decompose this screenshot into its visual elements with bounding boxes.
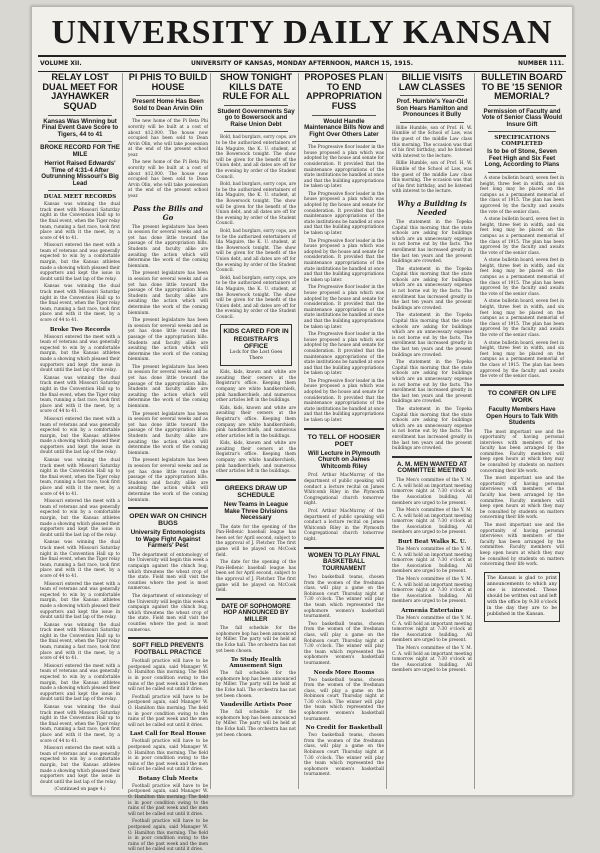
announcement-box	[484, 572, 560, 622]
body-text: Two basketball teams, chosen from the women of the freshman class, will play a game on the Robinson court Thursday night at 7:30 o'clock. The winner will play the team which represented the sophomore women's basketball tournament.	[304, 621, 384, 666]
body-text: Missouri entered the meet with a team of veterans and was generally expected to win by a comfortable margin, but the Kansas athletes made a showing which pleased their supporters and kept the issue in doubt until the last lap of the relay.	[40, 416, 120, 456]
deck-chinch-bugs: University Entomologists to Wage Fight Against Farmers' Pest	[130, 529, 206, 550]
body-text: Kansas was winning the dual track meet with Missouri Saturday night in the Convention Hall up to the final event, when the Tiger relay team, running a fast race, took first place and with it the meet, by a score of 44 to 41.	[40, 202, 120, 241]
column-2	[126, 72, 211, 853]
newspaper-page	[31, 6, 573, 853]
body-text: Missouri entered the meet with a team of veterans and was generally expected to win by a comfortable margin, but the Kansas athletes made a showing which pleased their supporters and kept the issue in doubt until the last lap of the relay.	[40, 581, 120, 621]
deck-bulletin-board: Permission of Faculty and Vote of Senior Class Would Insure Gift	[481, 107, 563, 128]
deck-stone: Is to be of Stone, Seven Feet High and Six Feet Long, According to Plans	[484, 148, 560, 169]
subhead-botany-club: Botany Club Meets	[138, 775, 198, 782]
body-text: The Progressive floor leader in the house proposed a plan which was adopted by the house and senate for consideration. It provided that the maintenance appropriations of the state institutions be handled at once and that the building appropriations be taken up later.	[304, 285, 384, 330]
body-text: The fall schedule for the sophomore hop has been announced by Miller. The party will be held at the Ecke hall. The orchestra has not yet been chosen.	[216, 671, 296, 699]
headline-pi-phis: PI PHIS TO BUILD HOUSE	[128, 72, 208, 92]
deck-billie: Prof. Humble's Year-Old Son Hears Hamilton and Pronounces it Bully	[396, 98, 468, 119]
body-text: Kansas was winning the dual track meet with Missouri Saturday night in the Convention Hall up to the final event, when the Tiger relay team, running a fast race, took first place and with it the meet, by a score of 44 to 41.	[40, 622, 120, 662]
body-text: The Men's committee of the Y. M. C. A. will hold an important meeting tomorrow night at 7:30 o'clock at the Association building. All members are urged to be present.	[392, 478, 472, 506]
body-text: The present legislature has been in session for several weeks and as yet has done little toward the passage of the appropriation bills. Students and faculty alike are awaiting the action which will determine the work of the coming biennium.	[128, 458, 208, 503]
column-5	[390, 73, 475, 789]
body-text: The department of entomology of the University will begin this week a campaign against the chinch bug, which threatens the wheat crop of the state. Field men will visit the counties where the pest is most numerous.	[128, 552, 208, 592]
kids-deck: Lock for the Lost Goes There	[229, 350, 283, 362]
column-3	[214, 73, 299, 789]
deck-show-tonight: Student Governments Say go to Bowersock and Raise Union Debt	[217, 107, 295, 128]
dateline-bar	[38, 55, 566, 72]
subhead-broke-records: Broke Two Records	[49, 326, 111, 333]
body-text: Two basketball teams, chosen from the women of the freshman class, will play a game on the Robinson court Thursday night at 7:30 o'clock. The winner will play the team which represented the sophomore women's basketball tournament.	[304, 677, 384, 722]
body-text: Bold, bad burglars, sorry cops, are to be the authorized entertainers of Ida Maguire, the K. U. student, at the Bowersock tonight. The show will be given for the benefit of the Union debt, and all dates are off for the evening by order of the Student Council.	[216, 275, 296, 320]
body-text: The Men's committee of the Y. M. C. A. will hold an important meeting tomorrow night at 7:30 o'clock at the Association building. All members are urged to be present.	[392, 508, 472, 536]
body-text: Missouri entered the meet with a team of veterans and was generally expected to win by a comfortable margin, but the Kansas athletes made a showing which pleased their supporters and kept the issue in doubt until the last lap of the relay.	[40, 243, 120, 282]
body-text: Football practice will have to be postponed again, said Manager W. O. Hamilton this morning. The field is in poor condition owing to the rains of the past week and the men will not be called out until it dries.	[128, 739, 208, 773]
deck-life-work: Faculty Members Have Open Hours to Talk With Students	[486, 406, 558, 426]
subhead-no-credit: No Credit for Basketball	[305, 725, 383, 732]
headline-billie: BILLIE VISITS LAW CLASSES	[398, 72, 466, 92]
subhead-dual-meet: DUAL MEET RECORDS	[43, 194, 117, 201]
headline-hoosier-poet: TO TELL OF HOOSIER POET	[307, 433, 381, 448]
body-text: Bold, bad burglars, sorry cops, are to be the authorized entertainers of Ida Maguire, the K. U. student, at the Bowersock tonight. The show will be given for the benefit of the Union debt, and all dates are off for the evening by order of the Student Council.	[216, 228, 296, 274]
body-text: The present legislature has been in session for several weeks and as yet has done little toward the passage of the appropriation bills. Students and faculty alike are awaiting the action which will determine the work of the coming biennium.	[128, 318, 208, 363]
body-text: Kansas was winning the dual track meet with Missouri Saturday night in the Convention Hall up to the final event, when the Tiger relay team, running a fast race, took first place and with it the meet, by a score of 44 to 41.	[40, 284, 120, 323]
body-text: Kids, kids, known and white are awaiting their owners at the Registrar's office. Keeping them company are white handkerchiefs, pink handkerchiefs, and numerous other articles left in the buildings.	[216, 405, 296, 439]
article-columns	[38, 72, 566, 853]
body-text: Kansas was winning the dual track meet with Missouri Saturday night in the Convention Hall up to the final event, when the Tiger relay team, running a fast race, took first place and with it the meet, by a score of 44 to 41.	[40, 705, 120, 744]
deck-relay: Kansas Was Winning but Final Event Gave Score to Tigers, 44 to 41	[41, 117, 119, 138]
body-text: Missouri entered the meet with a team of veterans and was generally expected to win by a comfortable margin, but the Kansas athletes made a showing which pleased their supporters and kept the issue in doubt until the last lap of the relay.	[40, 334, 120, 374]
headline-relay: RELAY LOST DUAL MEET FOR JAYHAWKER SQUAD	[42, 72, 118, 111]
body-text: The Progressive floor leader in the house proposed a plan which was adopted by the house and senate for consideration. It provided that the maintenance appropriations of the state institutions be handled at once and that the building appropriations be taken up later.	[304, 378, 384, 424]
body-text: The Progressive floor leader in the house proposed a plan which was adopted by the house and senate for consideration. It provided that the maintenance appropriations of the state institutions be handled at once and that the building appropriations be taken up later.	[304, 191, 384, 237]
body-text: Two basketball teams, chosen from the women of the freshman class, will play a game on the Robinson court Thursday night at 7:30 o'clock. The winner will play the team which represented the sophomore women's basketball tournament.	[304, 733, 384, 778]
body-text: Missouri entered the meet with a team of veterans and was generally expected to win by a comfortable margin, but the Kansas athletes made a showing which pleased their supporters and kept the issue in doubt until the last lap of the relay.	[40, 499, 120, 538]
body-text: The Men's committee of the Y. M. C. A. will hold an important meeting tomorrow night at 7:30 o'clock at the Association building. All members are urged to be present.	[392, 577, 472, 605]
body-text: Kansas was winning the dual track meet with Missouri Saturday night in the Convention Hall up to the final event, when the Tiger relay team, running a fast race, took first place and with it the meet, by a score of 44 to 41.	[40, 458, 120, 497]
body-text: Football practice will have to be postponed again, said Manager W. O. Hamilton this morning. The field is in poor condition owing to the rains of the past week and the men will not be called out until it dries.	[128, 819, 208, 853]
column-6	[478, 73, 566, 789]
body-text: The statement in the Topeka Capital this morning that the state schools are asking for buildings which are an unnecessary expense is not borne out by the facts. The enrollment has increased greatly in the last ten years and the present buildings are crowded.	[392, 313, 472, 358]
body-text: Missouri entered the meet with a team of veterans and was generally expected to win by a comfortable margin, but the Kansas athletes made a showing which pleased their supporters and kept the issue in doubt until the last lap of the relay.	[40, 746, 120, 785]
body-text: Billie Humble, son of Prof. H. W. Humble of the School of Law, was the guest of the middle Law class this morning. The occasion was that of his first birthday, and he listened with interest to the lecture.	[392, 125, 472, 159]
specifications-label: SPECIFICATIONS	[494, 135, 550, 142]
editorial-heading-building: Why a Building is Needed	[397, 198, 467, 217]
body-text: A stone bulletin board, seven feet in height, three feet in width, and six feet long may be placed on the campus as a permanent memorial of the class of 1915. The plan has been approved by the faculty and awaits the vote of the senior class.	[480, 299, 564, 338]
body-text: The department of entomology of the University will begin this week a campaign against the chinch bug, which threatens the wheat crop of the state. Field men will visit the counties where the pest is most numerous.	[128, 594, 208, 633]
body-text: Bold, bad burglars, sorry cops, are to be the authorized entertainers of Ida Maguire, the K. U. student, at the Bowersock tonight. The show will be given for the benefit of the Union debt, and all dates are off for the evening by order of the Student Council.	[216, 182, 296, 227]
body-text: The Men's committee of the Y. M. C. A. will hold an important meeting tomorrow night at 7:30 o'clock at the Association building. All members are urged to be present.	[392, 547, 472, 575]
subhead-needs-rooms: Needs More Rooms	[313, 669, 375, 676]
body-text: The fall schedule for the sophomore hop has been announced by Miller. The party will be held at the Ecke hall. The orchestra has not yet been chosen.	[216, 626, 296, 654]
body-text: The Progressive floor leader in the house proposed a plan which was adopted by the house and senate for consideration. It provided that the maintenance appropriations of the state institutions be handled at once and that the building appropriations be taken up later.	[304, 145, 384, 190]
body-text: Football practice will have to be postponed again, said Manager W. O. Hamilton this morning. The field is in poor condition owing to the rains of the past week and the men will not be called out until it dries.	[128, 783, 208, 817]
column-4	[302, 73, 387, 789]
body-text: Bold, bad burglars, sorry cops, are to be the authorized entertainers of Ida Maguire, the K. U. student, at the Bowersock tonight. The show will be given for the benefit of the Union debt, and all dates are off for the evening by order of the Student Council.	[216, 135, 296, 180]
body-text: The present legislature has been in session for several weeks and as yet has done little toward the passage of the appropriation bills. Students and faculty alike are awaiting the action which will determine the work of the coming biennium.	[128, 224, 208, 269]
subhead-vaudeville: Vaudeville Artists Poor	[220, 702, 292, 709]
body-text: The statement in the Topeka Capital this morning that the state schools are asking for buildings which are an unnecessary expense is not borne out by the facts. The enrollment has increased greatly in the last ten years and the present buildings are crowded.	[392, 266, 472, 311]
body-text: The statement in the Topeka Capital this morning that the state schools are asking for buildings which are an unnecessary expense is not borne out by the facts. The enrollment has increased greatly in the last ten years and the present buildings are crowded.	[392, 406, 472, 452]
body-text: The statement in the Topeka Capital this morning that the state schools are asking for buildings which are an unnecessary expense is not borne out by the facts. The enrollment has increased greatly in the last ten years and the present buildings are crowded.	[392, 360, 472, 405]
deck-greeks: New Teams in League Make Three Divisions Necessary	[223, 501, 289, 522]
deck-hoosier-poet: Will Lecture in Plymouth Church on James Whitcomb Riley	[307, 449, 381, 470]
headline-sophomore-hop: DATE OF SOPHOMORE HOP ANNOUNCED BY MILLER	[221, 602, 291, 623]
headline-bulletin-board: BULLETIN BOARD TO BE '15 SENIOR MEMORIAL?	[481, 72, 563, 102]
body-text: Kids, kids, known and white are awaiting their owners at the Registrar's office. Keeping them company are white handkerchiefs, pink handkerchiefs, and numerous other articles left in the buildings.	[216, 441, 296, 475]
headline-women-basketball: WOMEN TO PLAY FINAL BASKETBALL TOURNAMENT	[307, 551, 381, 572]
issue-date: UNIVERSITY OF KANSAS, MONDAY AFTERNOON, MARCH 15, 1915.	[190, 60, 413, 67]
body-text: The most important use and the opportunity of having personal interviews with members of the faculty has been arranged by the committee. Faculty members will keep open hours at which they may be consulted by students on matters concerning their life work.	[480, 523, 564, 568]
body-text: The Men's committee of the Y. M. C. A. will hold an important meeting tomorrow night at 7:30 o'clock at the Association building. All members are urged to be present.	[392, 616, 472, 644]
body-text: A stone bulletin board, seven feet in height, three feet in width, and six feet long may be placed on the campus as a permanent memorial of the class of 1915. The plan has been approved by the faculty and awaits the vote of the senior class.	[480, 258, 564, 297]
headline-show-tonight: SHOW TONIGHT KILLS DATE RULE FOR ALL	[219, 72, 293, 102]
body-text: The date for the opening of the Pan-Hellenic baseball league has been set for April second, subject to the approval of J. Fletcher. The first game will be played on McCook field.	[216, 560, 296, 594]
body-text: The most important use and the opportunity of having personal interviews with members of the faculty has been arranged by the committee. Faculty members will keep open hours at which they may be consulted by students on matters concerning their life work.	[480, 476, 564, 521]
body-text: Prof. Arthur MacMurray of the department of public speaking will conduct a lecture recital on James Whitcomb Riley in the Plymouth Congregational church tomorrow night.	[304, 508, 384, 542]
headline-soft-field: SOFT FIELD PREVENTS FOOTBALL PRACTICE	[132, 642, 204, 656]
headline-appropriation: PROPOSES PLAN TO END APPROPRIATION FUSS	[304, 72, 384, 111]
body-text: The statement in the Topeka Capital this morning that the state schools are asking for buildings which are an unnecessary expense is not borne out by the facts. The enrollment has increased greatly in the last ten years and the present buildings are crowded.	[392, 219, 472, 265]
column-1	[38, 72, 123, 793]
body-text: The Progressive floor leader in the house proposed a plan which was adopted by the house and senate for consideration. It provided that the maintenance appropriations of the state institutions be handled at once and that the building appropriations be taken up later.	[304, 332, 384, 377]
volume-label: VOLUME XII.	[40, 60, 82, 67]
subhead-specifications	[480, 135, 564, 147]
body-text: The fall schedule for the sophomore hop has been announced by Miller. The party will be held at the Ecke hall. The orchestra has not yet been chosen.	[216, 710, 296, 738]
editorial-heading: Pass the Bills and Go	[133, 203, 203, 222]
issue-number: NUMBER 111.	[517, 60, 564, 67]
body-text: The present legislature has been in session for several weeks and as yet has done little toward the passage of the appropriation bills. Students and faculty alike are awaiting the action which will determine the work of the coming biennium.	[128, 364, 208, 410]
continued-note: (Continued on page 4.)	[54, 787, 106, 793]
body-text: Football practice will have to be postponed again, said Manager W. O. Hamilton this morning. The field is in poor condition owing to the rains of the past week and the men will not be called out until it dries.	[128, 659, 208, 693]
deck-appropriation: Would Handle Maintenance Bills Now and Fight Over Others Later	[304, 117, 384, 138]
body-text: Two basketball teams, chosen from the women of the freshman class, will play a game on the Robinson court Thursday night at 7:30 o'clock. The winner will play the team which represented the sophomore women's basketball tournament.	[304, 575, 384, 620]
subhead-last-call: Last Call for Real House	[129, 731, 207, 738]
completed-label: COMPLETED	[501, 141, 543, 148]
body-text: A stone bulletin board, seven feet in height, three feet in width, and six feet long may be placed on the campus as a permanent memorial of the class of 1915. The plan has been approved by the faculty and awaits the vote of the senior class.	[480, 175, 564, 215]
body-text: The Men's committee of the Y. M. C. A. will hold an important meeting tomorrow night at 7:30 o'clock at the Association building. All members are urged to be present.	[392, 645, 472, 674]
body-text: The new home of the Pi Beta Phi sorority will be built at a cost of about $12,000. The house now occupied has been sold to Dean Arvin Olin, who will take possession at the end of the present school year.	[128, 119, 208, 158]
headline-greeks: GREEKS DRAW UP SCHEDULE	[224, 484, 288, 499]
body-text: Kansas was winning the dual track meet with Missouri Saturday night in the Convention Hall up to the final event, when the Tiger relay team, running a fast race, took first place and with it the meet, by a score of 44 to 41.	[40, 375, 120, 415]
deck-herriot: Herriot Raised Edwards' Time of 4:31-4 After Outrunning Missouri's Big Lead	[41, 160, 119, 187]
deck-pi-phis: Present Home Has Been Sold to Dean Arvin Olin	[132, 98, 204, 112]
kids-headline: KIDS CARED FOR IN REGISTRAR'S OFFICE	[223, 328, 289, 350]
subhead-health: To Study Health Amusement Sign	[229, 657, 283, 670]
body-text: Billie Humble, son of Prof. H. W. Humble of the School of Law, was the guest of the middle Law class this morning. The occasion was that of his first birthday, and he listened with interest to the lecture.	[392, 161, 472, 195]
body-text: A stone bulletin board, seven feet in height, three feet in width, and six feet long may be placed on the campus as a permanent memorial of the class of 1915. The plan has been approved by the faculty and awaits the vote of the senior class.	[480, 340, 564, 380]
body-text: The date for the opening of the Pan-Hellenic baseball league has been set for April second, subject to the approval of J. Fletcher. The first game will be played on McCook field.	[216, 524, 296, 558]
body-text: The most important use and the opportunity of having personal interviews with members of the faculty has been arranged by the committee. Faculty members will keep open hours at which they may be consulted by students on matters concerning their life work.	[480, 429, 564, 474]
subhead-armenia: Armenia Entertains	[401, 608, 463, 614]
kids-box	[220, 324, 292, 366]
body-text: Kids, kids, known and white are awaiting their owners at the Registrar's office. Keeping them company are white handkerchiefs, pink handkerchiefs, and numerous other articles left in the buildings.	[216, 370, 296, 404]
body-text: Kansas was winning the dual track meet with Missouri Saturday night in the Convention Hall up to the final event, when the Tiger relay team, running a fast race, took first place and with it the meet, by a score of 44 to 41.	[40, 540, 120, 579]
body-text: The Progressive floor leader in the house proposed a plan which was adopted by the house and senate for consideration. It provided that the maintenance appropriations of the state institutions be handled at once and that the building appropriations be taken up later.	[304, 238, 384, 283]
subhead-burt-beat: Burt Beat Walks K. U.	[397, 539, 467, 546]
body-text: A stone bulletin board, seven feet in height, three feet in width, and six feet long may be placed on the campus as a permanent memorial of the class of 1915. The plan has been approved by the faculty and awaits the vote of the senior class.	[480, 217, 564, 256]
body-text: Prof. Arthur MacMurray of the department of public speaking will conduct a lecture recital on James Whitcomb Riley in the Plymouth Congregational church tomorrow night.	[304, 473, 384, 507]
headline-chinch-bugs: OPEN WAR ON CHINCH BUGS	[129, 513, 207, 528]
body-text: Missouri entered the meet with a team of veterans and was generally expected to win by a comfortable margin, but the Kansas athletes made a showing which pleased their supporters and kept the issue in doubt until the last lap of the relay.	[40, 663, 120, 703]
headline-life-work: TO CONFER ON LIFE WORK	[487, 389, 557, 404]
announcement-text: The Kansan is glad to print announcements to which any one is interested. These should be written out and left with the office by 9:30 o'clock in the day they are to be published in the Kansan.	[487, 575, 557, 617]
body-text: The present legislature has been in session for several weeks and as yet has done little toward the passage of the appropriation bills. Students and faculty alike are awaiting the action which will determine the work of the coming biennium.	[128, 411, 208, 456]
masthead: UNIVERSITY DAILY KANSAN	[51, 14, 553, 51]
body-text: Football practice will have to be postponed again, said Manager W. O. Hamilton this morning. The field is in poor condition owing to the rains of the past week and the men will not be called out until it dries.	[128, 694, 208, 728]
headline-am-men: A. M. MEN WANTED AT COMMITTEE MEETING	[396, 460, 468, 475]
body-text: The new home of the Pi Beta Phi sorority will be built at a cost of about $12,000. The house now occupied has been sold to Dean Arvin Olin, who will take possession at the end of the present school year.	[128, 160, 208, 200]
body-text: The present legislature has been in session for several weeks and as yet has done little toward the passage of the appropriation bills. Students and faculty alike are awaiting the action which will determine the work of the coming biennium.	[128, 271, 208, 316]
deck-record: BROKE RECORD FOR THE MILE	[40, 144, 120, 158]
